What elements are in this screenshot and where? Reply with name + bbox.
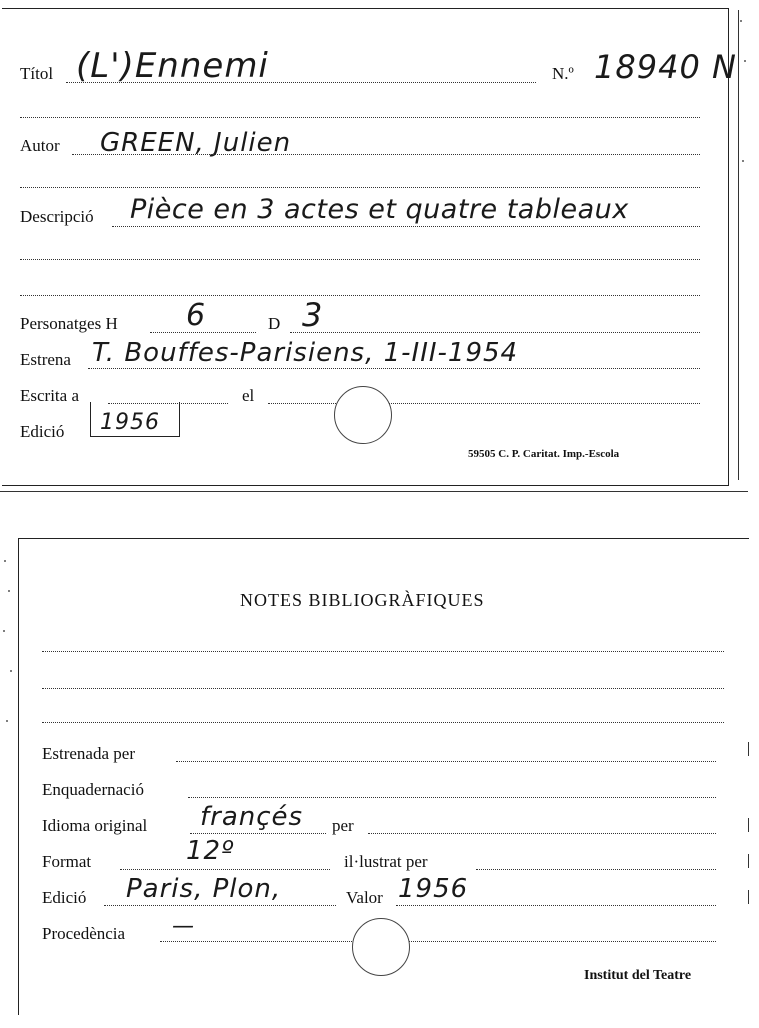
scan-speck xyxy=(742,160,744,162)
per-label: per xyxy=(332,816,354,835)
autor-label: Autor xyxy=(20,136,60,155)
per-line xyxy=(368,833,716,834)
numero-label: N.º xyxy=(552,64,574,83)
personatges-h-value: 6 xyxy=(186,298,207,333)
enquadernacio-label: Enquadernació xyxy=(42,780,144,799)
illustrat-line xyxy=(476,869,716,870)
el-line xyxy=(268,403,700,404)
titol-label: Títol xyxy=(20,64,54,83)
estrenada-label: Estrenada per xyxy=(42,744,135,763)
back-edicio-line xyxy=(104,905,336,906)
back-edicio-value: Paris, Plon, xyxy=(126,874,282,904)
idioma-label: Idioma original xyxy=(42,816,148,835)
notes-line-1 xyxy=(42,651,724,652)
descripcio-value: Pièce en 3 actes et quatre tableaux xyxy=(130,194,629,225)
personatges-d-label: D xyxy=(268,314,281,333)
titol-line xyxy=(66,82,536,83)
notes-heading: NOTES BIBLIOGRÀFIQUES xyxy=(240,590,485,610)
numero-value: 18940 N xyxy=(594,48,737,86)
valor-value: 1956 xyxy=(398,874,469,904)
punch-hole-front xyxy=(334,386,392,444)
card-separator xyxy=(0,491,748,492)
autor-value: GREEN, Julien xyxy=(100,128,292,158)
descripcio-line xyxy=(112,226,700,227)
enquadernacio-line xyxy=(188,797,716,798)
notes-line-3 xyxy=(42,722,724,723)
personatges-d-value: 3 xyxy=(302,296,324,334)
scan-speck xyxy=(744,60,746,62)
scan-speck xyxy=(8,590,10,592)
scan-speck xyxy=(4,560,6,562)
scan-speck xyxy=(10,670,12,672)
idioma-value: françés xyxy=(200,802,304,832)
printer-note: 59505 C. P. Caritat. Imp.-Escola xyxy=(468,448,620,460)
edicio-value: 1956 xyxy=(100,410,160,435)
format-line xyxy=(120,869,330,870)
back-edicio-label: Edició xyxy=(42,888,87,907)
scan-speck xyxy=(6,720,8,722)
valor-label: Valor xyxy=(346,888,383,907)
blank-line-2 xyxy=(20,187,700,188)
procedencia-label: Procedència xyxy=(42,924,126,943)
valor-line xyxy=(396,905,716,906)
scan-speck xyxy=(3,630,5,632)
blank-line-1 xyxy=(20,117,700,118)
estrena-label: Estrena xyxy=(20,350,71,369)
punch-hole-back xyxy=(352,918,410,976)
margin-tick-1 xyxy=(748,742,749,756)
blank-line-4 xyxy=(20,295,700,296)
escrita-label: Escrita a xyxy=(20,386,79,405)
personatges-h-line xyxy=(150,332,256,333)
format-label: Format xyxy=(42,852,92,871)
margin-tick-2 xyxy=(748,818,749,832)
card-edge-right xyxy=(738,10,739,480)
estrena-line xyxy=(88,368,700,369)
margin-tick-4 xyxy=(748,890,749,904)
autor-line xyxy=(72,154,700,155)
procedencia-line xyxy=(160,941,716,942)
format-value: 12º xyxy=(186,836,235,866)
blank-line-3 xyxy=(20,259,700,260)
estrenada-line xyxy=(176,761,716,762)
personatges-d-line xyxy=(290,332,700,333)
institution-name: Institut del Teatre xyxy=(584,968,692,983)
el-label: el xyxy=(242,386,255,405)
estrena-value: T. Bouffes-Parisiens, 1-III-1954 xyxy=(92,338,519,368)
titol-value: (L')Ennemi xyxy=(76,46,269,86)
descripcio-label: Descripció xyxy=(20,207,94,226)
personatges-label: Personatges H xyxy=(20,314,118,333)
margin-tick-3 xyxy=(748,854,749,868)
idioma-line xyxy=(190,833,326,834)
scan-speck xyxy=(740,20,742,22)
edicio-label: Edició xyxy=(20,422,65,441)
illustrat-label: il·lustrat per xyxy=(344,852,428,871)
procedencia-value: — xyxy=(172,914,195,939)
notes-line-2 xyxy=(42,688,724,689)
